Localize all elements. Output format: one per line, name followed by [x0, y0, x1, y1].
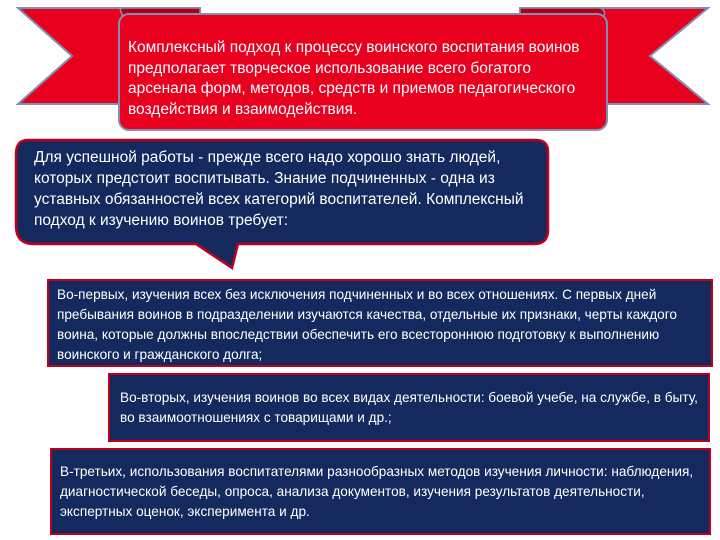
callout-text: Для успешной работы - прежде всего надо хорошо знать людей, которых предстоит воспитывать. Знание подчиненных - одна из уставных обязанностей всех категорий воспитателей. Комплексный подход к изучению воинов требует:: [34, 149, 524, 229]
list-item-first: [47, 279, 713, 367]
list-item-text: В-третьих, использования воспитателями разнообразных методов изучения личности: наблюдения, диагностической беседы, опроса, анализа документов, изучения результатов деятельности, экспертных оценок, эксперимента и др.: [60, 464, 694, 519]
list-item-text: Во-вторых, изучения воинов во всех видах деятельности: боевой учебе, на службе, в быту, во взаимоотношениях с товарищами и др.;: [120, 390, 698, 425]
list-item-second: [108, 373, 710, 442]
list-item-third: [50, 448, 711, 535]
list-item-text: Во-первых, изучения всех без исключения подчиненных и во всех отношениях. С первых дней пребывания воинов в подразделении изучаются качества, отдельные их признаки, черты каждого воина, которые должны впоследствии обеспечить его всестороннюю подготовку к выполнению воинского и гражданского долга;: [57, 287, 677, 362]
banner-text: Комплексный подход к процессу воинского воспитания воинов предполагает творческое использование всего богатого арсенала форм, методов, средств и приемов педагогического воздействия и взаимодействия.: [128, 39, 580, 118]
